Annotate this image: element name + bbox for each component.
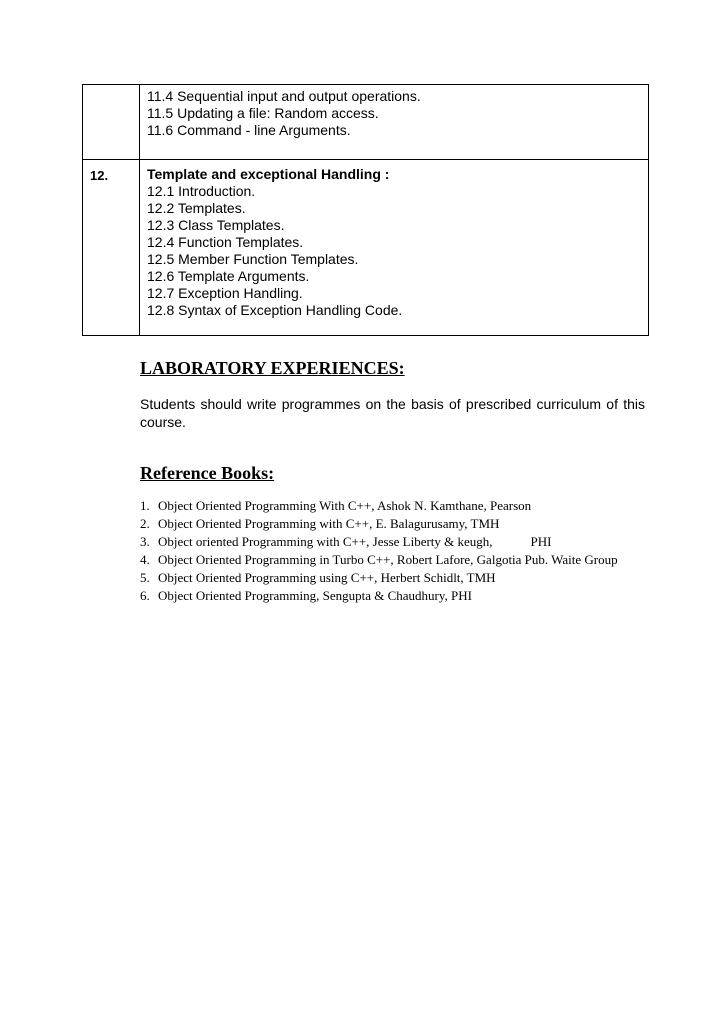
reference-text: Object Oriented Programming With C++, Ashok N. Kamthane, Pearson [158,498,532,513]
references-section [140,462,645,484]
reference-number: 4. [140,552,150,567]
reference-number: 6. [140,588,150,603]
topic-line: 11.4 Sequential input and output operations. [147,88,421,104]
list-item [140,533,650,551]
reference-number: 3. [140,534,150,549]
reference-text: Object Oriented Programming in Turbo C++, Robert Lafore, Galgotia Pub. Waite Group [158,552,618,567]
topic-line: 12.4 Function Templates. [147,234,304,250]
reference-text: Object Oriented Programming, Sengupta & Chaudhury, PHI [158,588,472,603]
laboratory-section [140,357,645,379]
topic-line: 11.5 Updating a file: Random access. [147,105,379,121]
list-item [140,587,650,605]
reference-text: Object oriented Programming with C++, Jesse Liberty & keugh, [158,534,493,549]
unit-number: 12. [83,160,140,336]
list-item [140,497,650,515]
reference-text: Object Oriented Programming with C++, E. Balagurusamy, TMH [158,516,500,531]
list-item [140,569,650,587]
topic-line: 12.7 Exception Handling. [147,285,303,301]
topic-line: 12.5 Member Function Templates. [147,251,359,267]
laboratory-text: Students should write programmes on the basis of prescribed curriculum of this course. [140,396,645,430]
reference-number: 2. [140,516,150,531]
topic-line: 12.8 Syntax of Exception Handling Code. [147,302,403,318]
reference-number: 5. [140,570,150,585]
reference-list [140,497,650,605]
reference-publisher: PHI [530,534,552,549]
references-heading: Reference Books: [140,463,275,483]
table-row [83,85,649,160]
unit-topics [140,85,649,160]
topic-line: 12.1 Introduction. [147,183,256,199]
topic-line: 12.3 Class Templates. [147,217,285,233]
unit-topics [140,160,649,336]
reference-number: 1. [140,498,150,513]
syllabus-table [82,84,649,336]
laboratory-heading: LABORATORY EXPERIENCES: [140,358,405,378]
unit-title: Template and exceptional Handling : [147,166,390,182]
topic-line: 12.6 Template Arguments. [147,268,310,284]
unit-number [83,85,140,160]
topic-line: 12.2 Templates. [147,200,246,216]
table-row [83,160,649,336]
list-item [140,551,650,569]
reference-text: Object Oriented Programming using C++, Herbert Schidlt, TMH [158,570,496,585]
topic-line: 11.6 Command - line Arguments. [147,122,351,138]
list-item [140,515,650,533]
